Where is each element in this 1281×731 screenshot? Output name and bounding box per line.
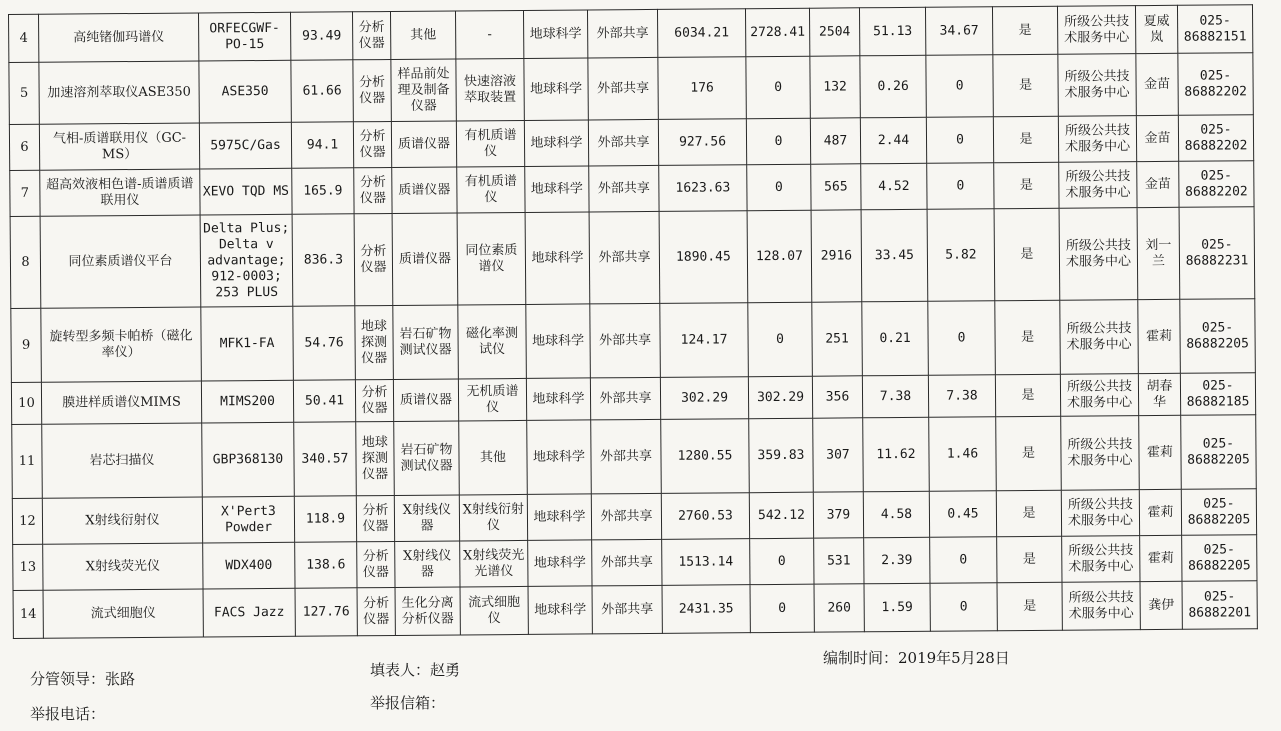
instrument-model-cell: 5975C/Gas xyxy=(199,122,291,169)
category-level-3-cell: X射线衍射仪 xyxy=(459,494,527,541)
instrument-name-cell: 加速溶剂萃取仪ASE350 xyxy=(39,61,199,124)
row-number-cell: 5 xyxy=(9,62,39,124)
category-level-1-cell: 分析仪器 xyxy=(355,379,393,421)
total-hours-cell: 2760.53 xyxy=(661,493,749,540)
service-unit-cell: 所级公共技术服务中心 xyxy=(1062,582,1140,631)
application-field-cell: 地球科学 xyxy=(524,58,588,121)
report-phone-label: 举报电话： xyxy=(30,705,106,723)
category-level-3-cell: 无机质谱仪 xyxy=(458,378,526,421)
income-cell: 33.45 xyxy=(861,209,928,302)
external-income-cell: 0 xyxy=(930,583,997,632)
total-hours-cell: 1890.45 xyxy=(659,211,748,304)
sample-count-cell: 251 xyxy=(812,302,863,376)
total-hours-cell: 927.56 xyxy=(658,119,746,166)
contact-person-cell: 霍莉 xyxy=(1139,489,1181,535)
external-hours-cell: 0 xyxy=(750,584,814,633)
category-level-1-cell: 分析仪器 xyxy=(357,587,395,635)
total-hours-cell: 6034.21 xyxy=(657,9,745,58)
external-income-cell: 1.46 xyxy=(929,417,997,492)
category-level-3-cell: 其他 xyxy=(459,420,528,495)
category-level-3-cell: 有机质谱仪 xyxy=(457,166,525,213)
service-unit-cell: 所级公共技术服务中心 xyxy=(1060,374,1138,417)
share-mode-cell: 外部共享 xyxy=(591,493,661,540)
contact-person-cell: 霍莉 xyxy=(1138,299,1181,373)
contact-person-cell: 金苗 xyxy=(1136,115,1178,161)
instrument-value-cell: 138.6 xyxy=(295,542,357,588)
instrument-value-cell: 165.9 xyxy=(292,168,354,214)
instrument-value-cell: 61.66 xyxy=(291,60,353,122)
instrument-model-cell: ASE350 xyxy=(199,60,291,123)
service-unit-cell: 所级公共技术服务中心 xyxy=(1058,116,1136,163)
sample-count-cell: 356 xyxy=(812,376,862,418)
contact-person-cell: 夏威岚 xyxy=(1135,5,1177,53)
instrument-name-cell: 同位素质谱仪平台 xyxy=(40,215,201,308)
instrument-name-cell: 岩芯扫描仪 xyxy=(42,423,203,498)
sample-count-cell: 307 xyxy=(813,418,864,492)
income-cell: 51.13 xyxy=(859,7,925,56)
open-flag-cell: 是 xyxy=(995,300,1061,375)
external-hours-cell: 542.12 xyxy=(749,492,813,539)
external-hours-cell: 0 xyxy=(750,538,814,585)
instrument-value-cell: 836.3 xyxy=(292,214,355,306)
row-number-cell: 4 xyxy=(9,14,39,62)
category-level-3-cell: 同位素质谱仪 xyxy=(457,212,526,305)
contact-phone-cell: 025-86882201 xyxy=(1182,581,1257,630)
row-number-cell: 6 xyxy=(9,124,39,170)
income-cell: 0.26 xyxy=(860,55,926,118)
sample-count-cell: 2916 xyxy=(811,210,862,302)
open-flag-cell: 是 xyxy=(995,374,1060,417)
category-level-3-cell: - xyxy=(455,10,523,59)
row-number-cell: 14 xyxy=(13,590,43,638)
open-flag-cell: 是 xyxy=(994,162,1059,209)
external-hours-cell: 359.83 xyxy=(749,418,814,493)
instrument-name-cell: 膜进样质谱仪MIMS xyxy=(41,381,201,424)
table-row xyxy=(9,53,1253,125)
contact-phone-cell: 025-86882205 xyxy=(1181,489,1256,536)
instrument-model-cell: MFK1-FA xyxy=(201,306,294,381)
income-cell: 0.21 xyxy=(862,301,929,376)
contact-person-cell: 金苗 xyxy=(1137,161,1179,207)
category-level-2-cell: 样品前处理及制备仪器 xyxy=(391,59,456,122)
category-level-2-cell: 质谱仪器 xyxy=(391,121,456,168)
contact-person-cell: 胡春华 xyxy=(1138,373,1180,415)
instrument-name-cell: X射线衍射仪 xyxy=(42,497,202,544)
sample-count-cell: 487 xyxy=(810,118,860,164)
application-field-cell: 地球科学 xyxy=(528,540,592,587)
contact-phone-cell: 025-86882151 xyxy=(1177,5,1252,54)
external-hours-cell: 302.29 xyxy=(748,376,812,419)
instrument-value-cell: 50.41 xyxy=(293,380,355,422)
income-cell: 7.38 xyxy=(862,375,928,418)
service-unit-cell: 所级公共技术服务中心 xyxy=(1061,416,1140,491)
share-mode-cell: 外部共享 xyxy=(587,9,657,58)
instrument-model-cell: FACS Jazz xyxy=(203,588,295,637)
income-cell: 11.62 xyxy=(863,417,930,492)
open-flag-cell: 是 xyxy=(993,116,1058,163)
row-number-cell: 9 xyxy=(11,308,42,382)
instrument-model-cell: WDX400 xyxy=(203,542,295,589)
instrument-value-cell: 54.76 xyxy=(293,306,356,380)
sample-count-cell: 132 xyxy=(810,56,860,118)
service-unit-cell: 所级公共技术服务中心 xyxy=(1058,54,1136,117)
category-level-1-cell: 地球探测仪器 xyxy=(355,305,394,379)
contact-person-cell: 霍莉 xyxy=(1139,415,1182,489)
application-field-cell: 地球科学 xyxy=(525,212,590,304)
contact-phone-cell: 025-86882205 xyxy=(1180,299,1256,374)
external-hours-cell: 0 xyxy=(746,118,810,165)
sample-count-cell: 379 xyxy=(813,492,863,538)
contact-phone-cell: 025-86882202 xyxy=(1178,115,1253,162)
service-unit-cell: 所级公共技术服务中心 xyxy=(1062,536,1140,583)
category-level-1-cell: 分析仪器 xyxy=(352,11,390,59)
external-income-cell: 0 xyxy=(926,117,993,164)
application-field-cell: 地球科学 xyxy=(526,378,590,421)
sample-count-cell: 2504 xyxy=(809,8,859,56)
income-cell: 1.59 xyxy=(864,583,930,632)
open-flag-cell: 是 xyxy=(992,6,1057,55)
row-number-cell: 13 xyxy=(13,544,43,590)
table-row xyxy=(11,299,1256,383)
category-level-3-cell: 流式细胞仪 xyxy=(460,586,528,635)
external-income-cell: 7.38 xyxy=(928,375,995,418)
total-hours-cell: 1513.14 xyxy=(662,539,750,586)
income-cell: 4.58 xyxy=(863,491,929,538)
table-body xyxy=(9,5,1258,639)
equipment-table xyxy=(8,4,1258,639)
total-hours-cell: 176 xyxy=(658,57,746,120)
category-level-3-cell: 快速溶液萃取装置 xyxy=(456,58,524,121)
instrument-name-cell: 气相-质谱联用仪（GC-MS） xyxy=(39,123,199,170)
instrument-model-cell: MIMS200 xyxy=(201,380,293,423)
instrument-value-cell: 93.49 xyxy=(290,12,352,60)
contact-phone-cell: 025-86882185 xyxy=(1180,373,1255,416)
contact-person-cell: 金苗 xyxy=(1136,53,1178,115)
instrument-value-cell: 94.1 xyxy=(291,122,353,168)
instrument-value-cell: 127.76 xyxy=(295,588,357,636)
category-level-2-cell: 质谱仪器 xyxy=(392,213,458,306)
instrument-name-cell: 超高效液相色谱-质谱质谱联用仪 xyxy=(40,169,200,216)
category-level-2-cell: X射线仪器 xyxy=(395,541,460,588)
share-mode-cell: 外部共享 xyxy=(591,419,662,494)
total-hours-cell: 124.17 xyxy=(660,303,749,378)
filler-label: 填表人：赵勇 xyxy=(370,661,461,679)
instrument-name-cell: 流式细胞仪 xyxy=(43,589,203,638)
table-row xyxy=(12,415,1257,499)
service-unit-cell: 所级公共技术服务中心 xyxy=(1057,6,1135,55)
income-cell: 2.39 xyxy=(864,537,930,584)
contact-phone-cell: 025-86882231 xyxy=(1179,207,1255,300)
instrument-value-cell: 118.9 xyxy=(294,496,356,542)
category-level-1-cell: 分析仪器 xyxy=(356,495,394,541)
leader-label: 分管领导：张路 xyxy=(30,670,136,688)
contact-phone-cell: 025-86882202 xyxy=(1178,53,1253,116)
external-income-cell: 0 xyxy=(927,163,994,210)
application-field-cell: 地球科学 xyxy=(527,494,591,541)
external-income-cell: 5.82 xyxy=(927,209,995,302)
share-mode-cell: 外部共享 xyxy=(588,57,658,120)
contact-person-cell: 龚伊 xyxy=(1140,581,1182,629)
total-hours-cell: 1280.55 xyxy=(661,419,750,494)
sample-count-cell: 531 xyxy=(814,538,864,584)
application-field-cell: 地球科学 xyxy=(523,10,587,59)
application-field-cell: 地球科学 xyxy=(524,120,588,167)
category-level-2-cell: 其他 xyxy=(390,11,455,60)
contact-person-cell: 霍莉 xyxy=(1140,535,1182,581)
total-hours-cell: 2431.35 xyxy=(662,585,750,634)
income-cell: 2.44 xyxy=(860,117,926,164)
instrument-name-cell: 旋转型多频卡帕桥（磁化率仪） xyxy=(41,307,202,382)
category-level-1-cell: 地球探测仪器 xyxy=(356,421,395,495)
sample-count-cell: 565 xyxy=(811,164,861,210)
instrument-model-cell: X'Pert3 Powder xyxy=(202,496,294,543)
category-level-2-cell: 质谱仪器 xyxy=(392,167,457,214)
category-level-2-cell: 岩石矿物测试仪器 xyxy=(394,421,460,496)
income-cell: 4.52 xyxy=(861,163,927,210)
instrument-model-cell: ORFECGWF-PO-15 xyxy=(198,12,290,61)
share-mode-cell: 外部共享 xyxy=(590,377,660,420)
category-level-1-cell: 分析仪器 xyxy=(357,541,395,587)
category-level-3-cell: 有机质谱仪 xyxy=(456,120,524,167)
share-mode-cell: 外部共享 xyxy=(592,585,662,634)
instrument-name-cell: X射线荧光仪 xyxy=(43,543,203,590)
contact-person-cell: 刘一兰 xyxy=(1137,207,1180,299)
external-hours-cell: 0 xyxy=(748,302,813,377)
date-label: 编制时间：2019年5月28日 xyxy=(823,649,1010,667)
total-hours-cell: 1623.63 xyxy=(659,165,747,212)
instrument-model-cell: Delta Plus; Delta v advantage; 912-0003; 253 PLUS xyxy=(200,214,293,307)
instrument-value-cell: 340.57 xyxy=(294,422,357,496)
category-level-1-cell: 分析仪器 xyxy=(353,59,391,121)
category-level-3-cell: X射线荧光光谱仪 xyxy=(460,540,528,587)
contact-phone-cell: 025-86882205 xyxy=(1182,535,1257,582)
service-unit-cell: 所级公共技术服务中心 xyxy=(1059,162,1137,209)
open-flag-cell: 是 xyxy=(996,490,1061,537)
service-unit-cell: 所级公共技术服务中心 xyxy=(1061,490,1139,537)
application-field-cell: 地球科学 xyxy=(525,166,589,213)
contact-phone-cell: 025-86882202 xyxy=(1179,161,1254,208)
report-mailbox-label: 举报信箱： xyxy=(370,694,446,712)
application-field-cell: 地球科学 xyxy=(527,420,592,495)
category-level-3-cell: 磁化率测试仪 xyxy=(458,304,527,379)
share-mode-cell: 外部共享 xyxy=(588,119,658,166)
external-hours-cell: 0 xyxy=(747,164,811,211)
share-mode-cell: 外部共享 xyxy=(590,303,661,378)
row-number-cell: 8 xyxy=(10,216,41,308)
share-mode-cell: 外部共享 xyxy=(589,165,659,212)
service-unit-cell: 所级公共技术服务中心 xyxy=(1060,300,1139,375)
open-flag-cell: 是 xyxy=(996,416,1062,491)
table-row xyxy=(10,207,1255,309)
instrument-model-cell: GBP368130 xyxy=(202,422,295,497)
open-flag-cell: 是 xyxy=(994,208,1060,301)
contact-phone-cell: 025-86882205 xyxy=(1181,415,1257,490)
category-level-2-cell: 岩石矿物测试仪器 xyxy=(393,305,459,380)
application-field-cell: 地球科学 xyxy=(528,586,592,635)
external-income-cell: 0.45 xyxy=(929,491,996,538)
category-level-1-cell: 分析仪器 xyxy=(354,167,392,213)
category-level-1-cell: 分析仪器 xyxy=(354,213,393,305)
application-field-cell: 地球科学 xyxy=(526,304,591,379)
share-mode-cell: 外部共享 xyxy=(592,539,662,586)
category-level-1-cell: 分析仪器 xyxy=(353,121,391,167)
instrument-model-cell: XEVO TQD MS xyxy=(200,168,292,215)
total-hours-cell: 302.29 xyxy=(660,377,748,420)
open-flag-cell: 是 xyxy=(997,582,1062,631)
row-number-cell: 12 xyxy=(12,498,42,544)
row-number-cell: 11 xyxy=(12,424,43,498)
sample-count-cell: 260 xyxy=(814,584,864,632)
service-unit-cell: 所级公共技术服务中心 xyxy=(1059,208,1138,301)
external-income-cell: 0 xyxy=(930,537,997,584)
open-flag-cell: 是 xyxy=(997,536,1062,583)
external-hours-cell: 2728.41 xyxy=(745,8,809,57)
category-level-2-cell: X射线仪器 xyxy=(394,495,459,542)
open-flag-cell: 是 xyxy=(993,54,1058,117)
row-number-cell: 10 xyxy=(11,382,41,424)
row-number-cell: 7 xyxy=(10,170,40,216)
external-income-cell: 34.67 xyxy=(925,7,992,56)
share-mode-cell: 外部共享 xyxy=(589,211,660,304)
table-row xyxy=(13,581,1257,639)
document-sheet xyxy=(8,4,1258,639)
category-level-2-cell: 质谱仪器 xyxy=(393,379,458,422)
category-level-2-cell: 生化分离分析仪器 xyxy=(395,587,460,636)
external-income-cell: 0 xyxy=(926,55,993,118)
external-hours-cell: 0 xyxy=(746,56,810,119)
external-hours-cell: 128.07 xyxy=(747,210,812,302)
external-income-cell: 0 xyxy=(928,301,996,376)
instrument-name-cell: 高纯锗伽玛谱仪 xyxy=(39,13,199,62)
